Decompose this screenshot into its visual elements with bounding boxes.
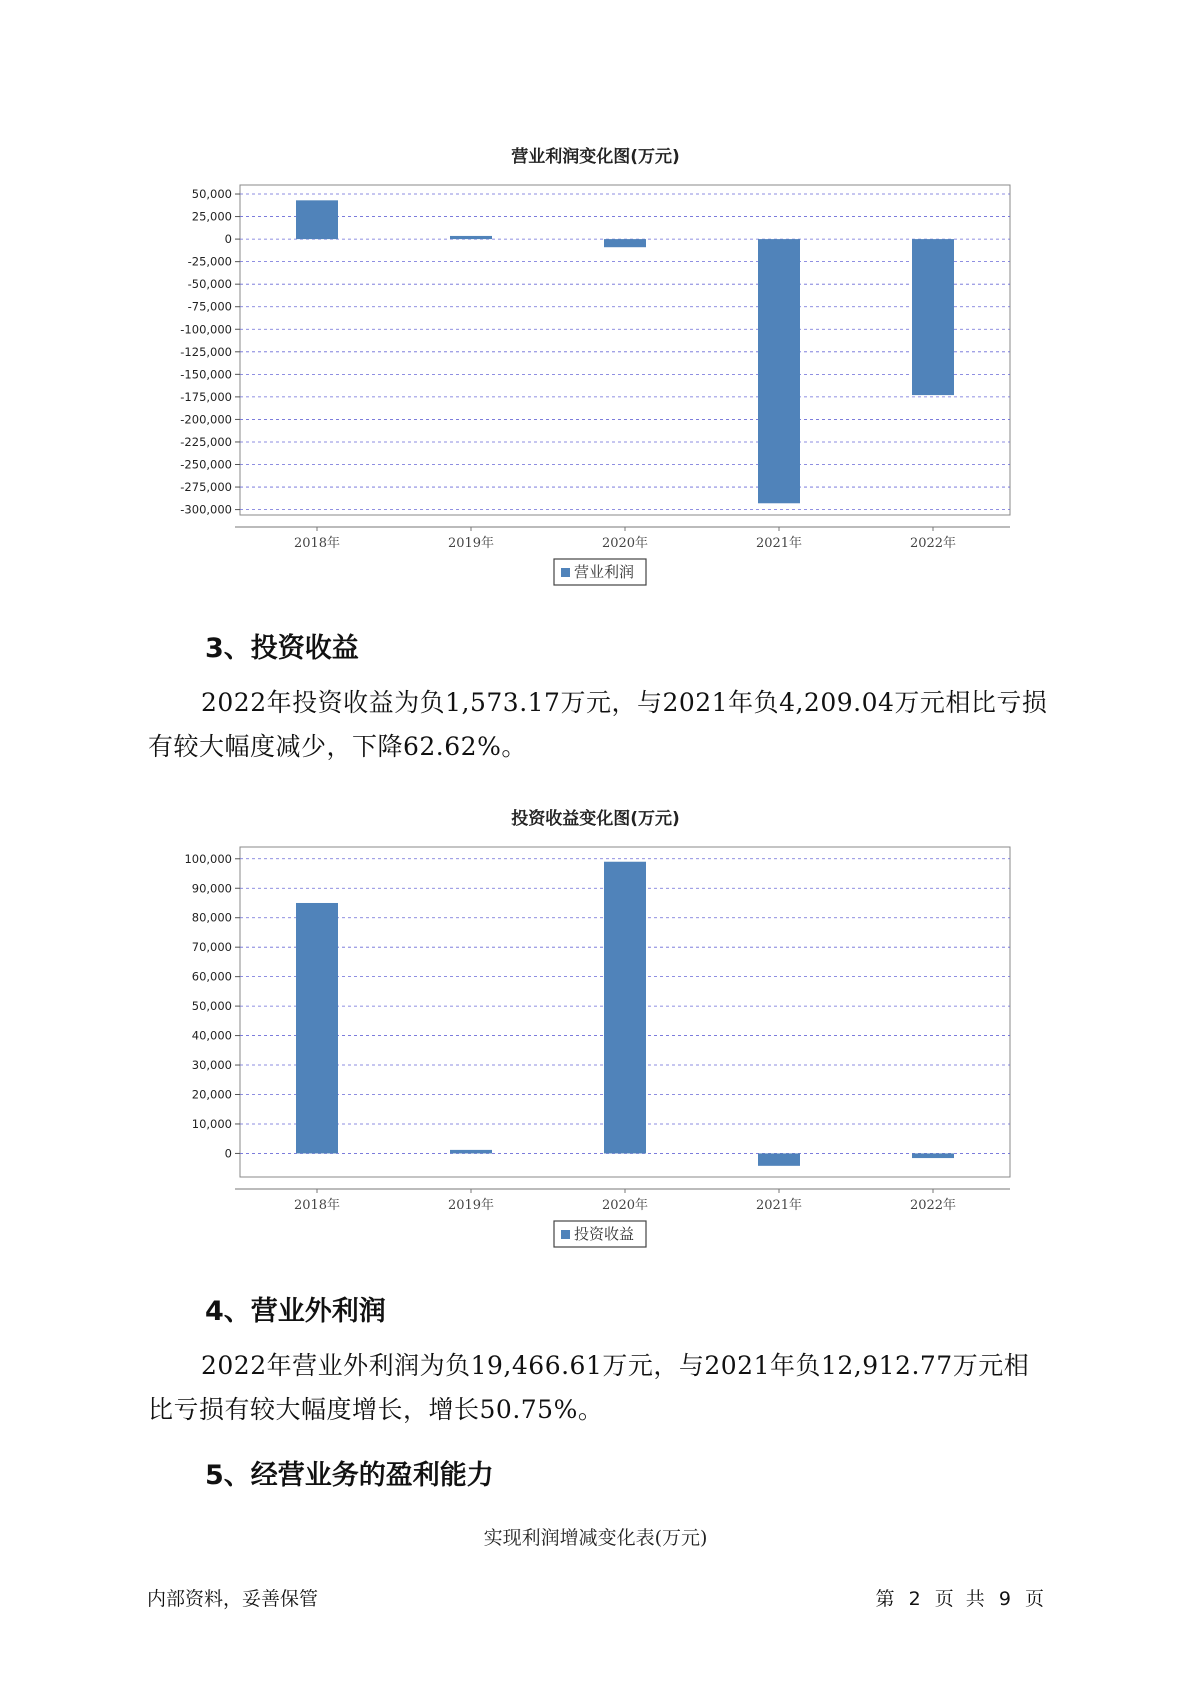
bar-2021年 (758, 1153, 800, 1165)
bar-2020年 (604, 862, 646, 1154)
section-heading-non-operating: 4、营业外利润 (205, 1296, 386, 1327)
legend-swatch (561, 568, 570, 577)
y-tick-label: -275,000 (180, 480, 232, 495)
bar-2019年 (450, 1150, 492, 1154)
operating-profit-chart (0, 160, 1191, 590)
legend-swatch (561, 1230, 570, 1239)
page-prefix: 第 (875, 1588, 895, 1610)
y-tick-label: 100,000 (184, 851, 232, 866)
y-tick-label: -50,000 (187, 277, 232, 292)
x-tick-label: 2021年 (755, 536, 803, 551)
y-tick-label: -125,000 (180, 344, 232, 359)
footer-confidential-note: 内部资料，妥善保管 (147, 1588, 319, 1610)
x-tick-label: 2020年 (601, 1198, 649, 1213)
bar-2020年 (604, 239, 646, 247)
y-tick-label: 70,000 (191, 940, 232, 955)
x-tick-label: 2018年 (293, 1198, 341, 1213)
page-total: 9 (998, 1588, 1011, 1610)
x-tick-label: 2022年 (909, 536, 957, 551)
section-heading-profitability: 5、经营业务的盈利能力 (205, 1460, 494, 1491)
y-tick-label: -175,000 (180, 389, 232, 404)
x-tick-label: 2019年 (447, 1198, 495, 1213)
y-tick-label: -25,000 (187, 254, 232, 269)
footer-page-number (876, 1584, 1045, 1611)
bar-2022年 (912, 1153, 954, 1158)
table-caption: 实现利润增减变化表(万元) (483, 1527, 708, 1549)
y-tick-label: 0 (224, 1146, 232, 1161)
y-tick-label: -75,000 (187, 299, 232, 314)
legend-label: 营业利润 (574, 563, 635, 581)
bar-2018年 (296, 200, 338, 239)
bar-2022年 (912, 239, 954, 395)
y-tick-label: 60,000 (191, 969, 232, 984)
y-tick-label: -200,000 (180, 412, 232, 427)
y-tick-label: 50,000 (191, 999, 232, 1014)
y-tick-label: -150,000 (180, 367, 232, 382)
paragraph-non-operating: 2022年营业外利润为负19,466.61万元，与2021年负12,912.77万元相比亏损有较大幅度增长，增长50.75%。 (148, 1351, 1030, 1424)
y-tick-label: 30,000 (191, 1058, 232, 1073)
chart-title-operating-profit: 营业利润变化图(万元) (511, 147, 680, 167)
y-tick-label: -225,000 (180, 434, 232, 449)
x-tick-label: 2020年 (601, 536, 649, 551)
bar-2019年 (450, 236, 492, 239)
legend-label: 投资收益 (574, 1225, 635, 1243)
y-tick-label: 25,000 (191, 209, 232, 224)
chart-title-investment-income: 投资收益变化图(万元) (511, 809, 680, 829)
paragraph-investment: 2022年投资收益为负1,573.17万元，与2021年负4,209.04万元相比亏损有较大幅度减少，下降62.62%。 (148, 688, 1048, 761)
page-suffix: 页 (1024, 1588, 1044, 1610)
page-current: 2 (908, 1588, 921, 1610)
y-tick-label: 90,000 (191, 881, 232, 896)
y-tick-label: 0 (224, 232, 232, 247)
x-tick-label: 2018年 (293, 536, 341, 551)
investment-income-chart (0, 822, 1191, 1252)
y-tick-label: 20,000 (191, 1087, 232, 1102)
bar-2018年 (296, 903, 338, 1153)
y-tick-label: -100,000 (180, 322, 232, 337)
y-tick-label: -300,000 (180, 502, 232, 517)
y-tick-label: -250,000 (180, 457, 232, 472)
y-tick-label: 80,000 (191, 910, 232, 925)
y-tick-label: 50,000 (191, 187, 232, 202)
section-heading-investment: 3、投资收益 (205, 633, 359, 664)
x-tick-label: 2022年 (909, 1198, 957, 1213)
y-tick-label: 10,000 (191, 1116, 232, 1131)
plot-frame (240, 185, 1010, 515)
y-tick-label: 40,000 (191, 1028, 232, 1043)
x-tick-label: 2021年 (755, 1198, 803, 1213)
bar-2021年 (758, 239, 800, 503)
x-tick-label: 2019年 (447, 536, 495, 551)
page-mid: 页 共 (934, 1588, 985, 1610)
